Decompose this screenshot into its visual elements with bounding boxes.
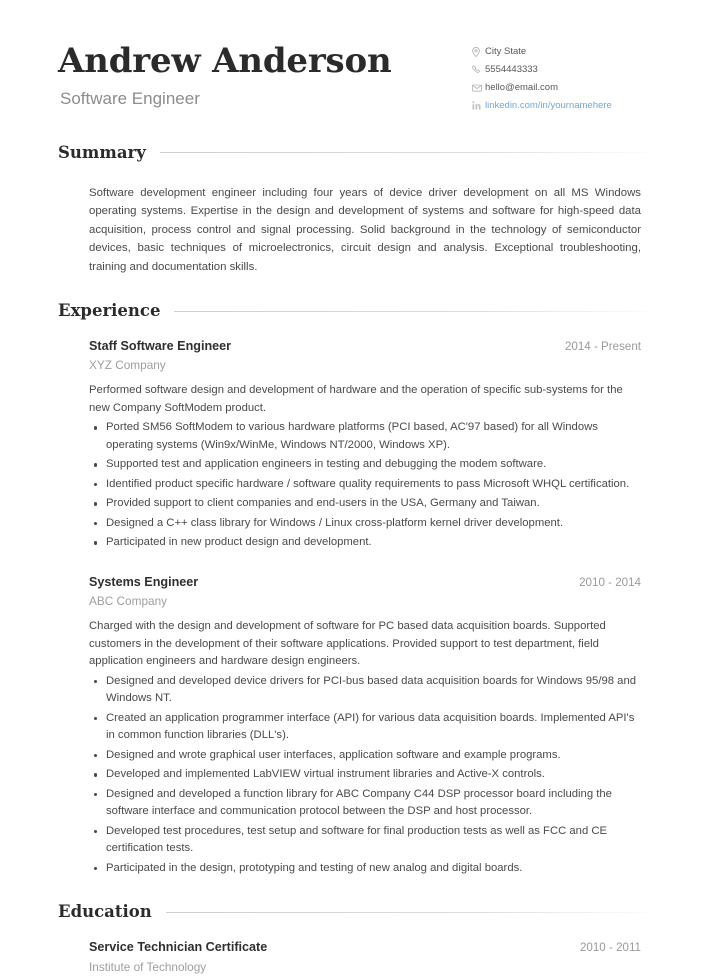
entry-head xyxy=(89,574,641,590)
contact-row-linkedin[interactable] xyxy=(472,100,662,112)
section-experience xyxy=(58,302,662,877)
section-education-head xyxy=(58,903,662,921)
contact-phone-text: 5554443333 xyxy=(485,63,538,75)
section-summary xyxy=(58,144,662,276)
contact-row-location xyxy=(472,46,662,58)
summary-text: Software development engineer including four years of device driver development on all MS Windows operating systems. Expertise in the design and development of systems and software for high-speed data acquisition, process control and signal processing. Solid background in the technology of semiconductor devices, basic techniques of microelectronics, circuit design and analysis. Exceptional troubleshooting, training and documentation skills. xyxy=(89,186,641,273)
section-experience-title: Experience xyxy=(58,300,161,320)
entry-title: Staff Software Engineer xyxy=(89,339,232,354)
location-pin-icon xyxy=(472,47,485,57)
entry-title: Systems Engineer xyxy=(89,574,199,589)
section-divider xyxy=(174,311,662,312)
list-item: Participated in new product design and development. xyxy=(89,534,641,552)
contact-location-text: City State xyxy=(485,46,527,57)
identity-block xyxy=(58,38,391,109)
entry-organization: Institute of Technology xyxy=(89,959,207,974)
phone-icon xyxy=(472,65,485,74)
page-title: Andrew Anderson xyxy=(58,41,392,81)
section-divider xyxy=(166,912,662,913)
contact-linkedin-link[interactable]: linkedin.com/in/yournamehere xyxy=(485,99,612,111)
entry-dates: 2010 - 2014 xyxy=(579,575,641,589)
section-experience-head xyxy=(58,302,662,320)
summary-body xyxy=(89,184,641,276)
linkedin-icon xyxy=(472,101,485,110)
contact-block xyxy=(472,38,662,118)
entry-head xyxy=(89,338,641,354)
entry-bullet-list xyxy=(89,673,641,878)
section-divider xyxy=(160,152,662,153)
entry-description: Charged with the design and development of software for PC based data acquisition boards. Supported customers in the development of their software applications. Provided support to test department, field application engineers and hardware design engineers. xyxy=(89,620,606,668)
envelope-icon xyxy=(472,84,485,92)
list-item: Participated in the design, prototyping and testing of new analog and digital boards. xyxy=(89,860,641,878)
entry-bullet-list xyxy=(89,419,641,552)
education-entry xyxy=(89,939,641,975)
list-item: Ported SM56 SoftModem to various hardware platforms (PCI based, AC'97 based) for all Windows operating systems (Win9x/WinMe, Windows NT/2000, Windows XP). xyxy=(89,419,641,454)
list-item: Designed a C++ class library for Windows / Linux cross-platform kernel driver development. xyxy=(89,515,641,533)
experience-entry xyxy=(89,338,641,552)
section-summary-head xyxy=(58,144,662,162)
contact-row-phone xyxy=(472,64,662,76)
list-item: Created an application programmer interface (API) for various data acquisition boards. Implemented API's in common function libraries (DLL's). xyxy=(89,710,641,745)
entry-organization: ABC Company xyxy=(89,594,168,609)
entry-dates: 2014 - Present xyxy=(564,340,641,354)
list-item: Developed test procedures, test setup and software for final production tests as well as FCC and CE certification tests. xyxy=(89,823,641,858)
entry-description: Performed software design and development of hardware and the operation of specific sub-systems for the new Company SoftModem product. xyxy=(89,384,623,414)
section-education xyxy=(58,903,662,975)
list-item: Identified product specific hardware / software quality requirements to pass Microsoft WHQL certification. xyxy=(89,476,641,494)
list-item: Supported test and application engineers in testing and debugging the modem software. xyxy=(89,456,641,474)
entry-head xyxy=(89,939,641,955)
list-item: Designed and developed a function library for ABC Company C44 DSP processor board including the software interface and communication protocol between the DSP and host processor. xyxy=(89,786,641,821)
contact-row-email xyxy=(472,82,662,94)
experience-entries xyxy=(89,338,641,877)
section-education-title: Education xyxy=(58,902,152,922)
contact-email-text: hello@email.com xyxy=(485,81,559,93)
list-item: Developed and implemented LabVIEW virtual instrument libraries and Active-X controls. xyxy=(89,766,641,784)
education-entries xyxy=(89,939,641,975)
job-subtitle: Software Engineer xyxy=(60,89,200,109)
entry-dates: 2010 - 2011 xyxy=(579,941,641,955)
entry-title: Service Technician Certificate xyxy=(89,940,268,955)
list-item: Designed and wrote graphical user interfaces, application software and example programs. xyxy=(89,747,641,765)
resume-header xyxy=(58,0,662,118)
list-item: Designed and developed device drivers for PCI-bus based data acquisition boards for Windows 95/98 and Windows NT. xyxy=(89,673,641,708)
entry-organization: XYZ Company xyxy=(89,358,166,373)
section-summary-title: Summary xyxy=(58,142,146,162)
list-item: Provided support to client companies and end-users in the USA, Germany and Taiwan. xyxy=(89,495,641,513)
experience-entry xyxy=(89,574,641,877)
